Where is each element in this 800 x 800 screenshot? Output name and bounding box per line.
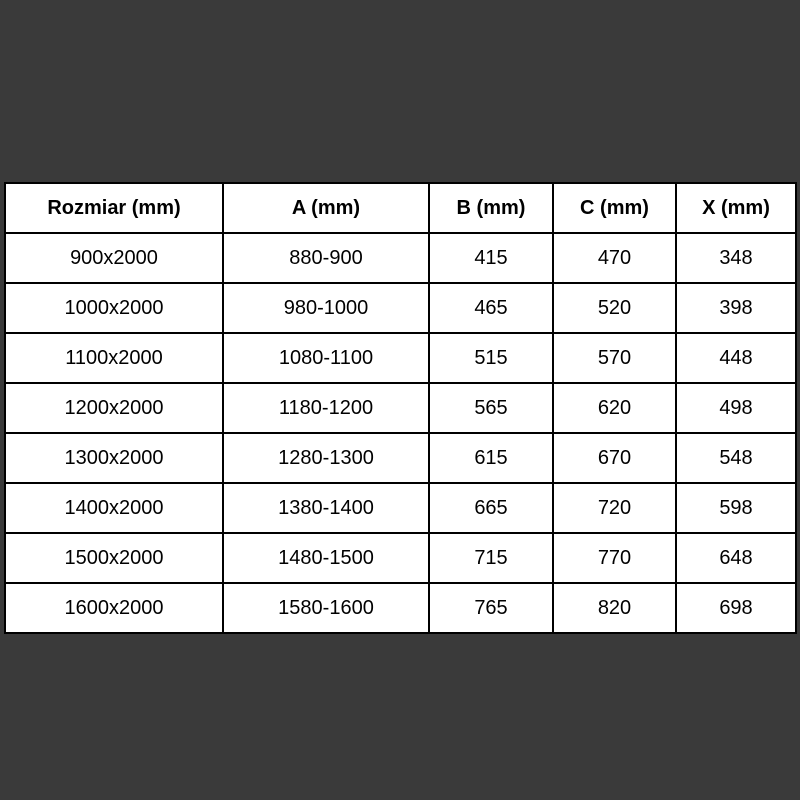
cell-a: 980-1000	[223, 283, 429, 333]
cell-x: 498	[676, 383, 796, 433]
cell-rozmiar: 900x2000	[5, 233, 223, 283]
column-header-b: B (mm)	[429, 183, 553, 233]
cell-rozmiar: 1100x2000	[5, 333, 223, 383]
table-header-row	[5, 183, 796, 233]
cell-rozmiar: 1400x2000	[5, 483, 223, 533]
cell-x: 398	[676, 283, 796, 333]
cell-rozmiar: 1200x2000	[5, 383, 223, 433]
cell-b: 515	[429, 333, 553, 383]
cell-c: 770	[553, 533, 676, 583]
dimensions-table-container	[4, 182, 795, 619]
cell-b: 665	[429, 483, 553, 533]
table-row	[5, 283, 796, 333]
table-row	[5, 383, 796, 433]
table-row	[5, 583, 796, 633]
cell-c: 620	[553, 383, 676, 433]
cell-rozmiar: 1500x2000	[5, 533, 223, 583]
cell-rozmiar: 1600x2000	[5, 583, 223, 633]
cell-c: 720	[553, 483, 676, 533]
cell-x: 548	[676, 433, 796, 483]
cell-b: 715	[429, 533, 553, 583]
cell-c: 820	[553, 583, 676, 633]
dimensions-table	[4, 182, 797, 634]
cell-x: 348	[676, 233, 796, 283]
cell-a: 1280-1300	[223, 433, 429, 483]
cell-b: 565	[429, 383, 553, 433]
cell-x: 448	[676, 333, 796, 383]
cell-a: 1580-1600	[223, 583, 429, 633]
table-row	[5, 433, 796, 483]
table-row	[5, 533, 796, 583]
cell-x: 648	[676, 533, 796, 583]
cell-c: 570	[553, 333, 676, 383]
cell-a: 880-900	[223, 233, 429, 283]
column-header-a: A (mm)	[223, 183, 429, 233]
table-row	[5, 233, 796, 283]
cell-a: 1080-1100	[223, 333, 429, 383]
column-header-x: X (mm)	[676, 183, 796, 233]
cell-c: 470	[553, 233, 676, 283]
cell-b: 415	[429, 233, 553, 283]
cell-a: 1380-1400	[223, 483, 429, 533]
cell-b: 465	[429, 283, 553, 333]
cell-a: 1480-1500	[223, 533, 429, 583]
table-row	[5, 483, 796, 533]
cell-b: 765	[429, 583, 553, 633]
column-header-rozmiar: Rozmiar (mm)	[5, 183, 223, 233]
cell-a: 1180-1200	[223, 383, 429, 433]
cell-c: 520	[553, 283, 676, 333]
cell-rozmiar: 1300x2000	[5, 433, 223, 483]
cell-b: 615	[429, 433, 553, 483]
cell-c: 670	[553, 433, 676, 483]
cell-x: 698	[676, 583, 796, 633]
column-header-c: C (mm)	[553, 183, 676, 233]
cell-rozmiar: 1000x2000	[5, 283, 223, 333]
table-row	[5, 333, 796, 383]
cell-x: 598	[676, 483, 796, 533]
